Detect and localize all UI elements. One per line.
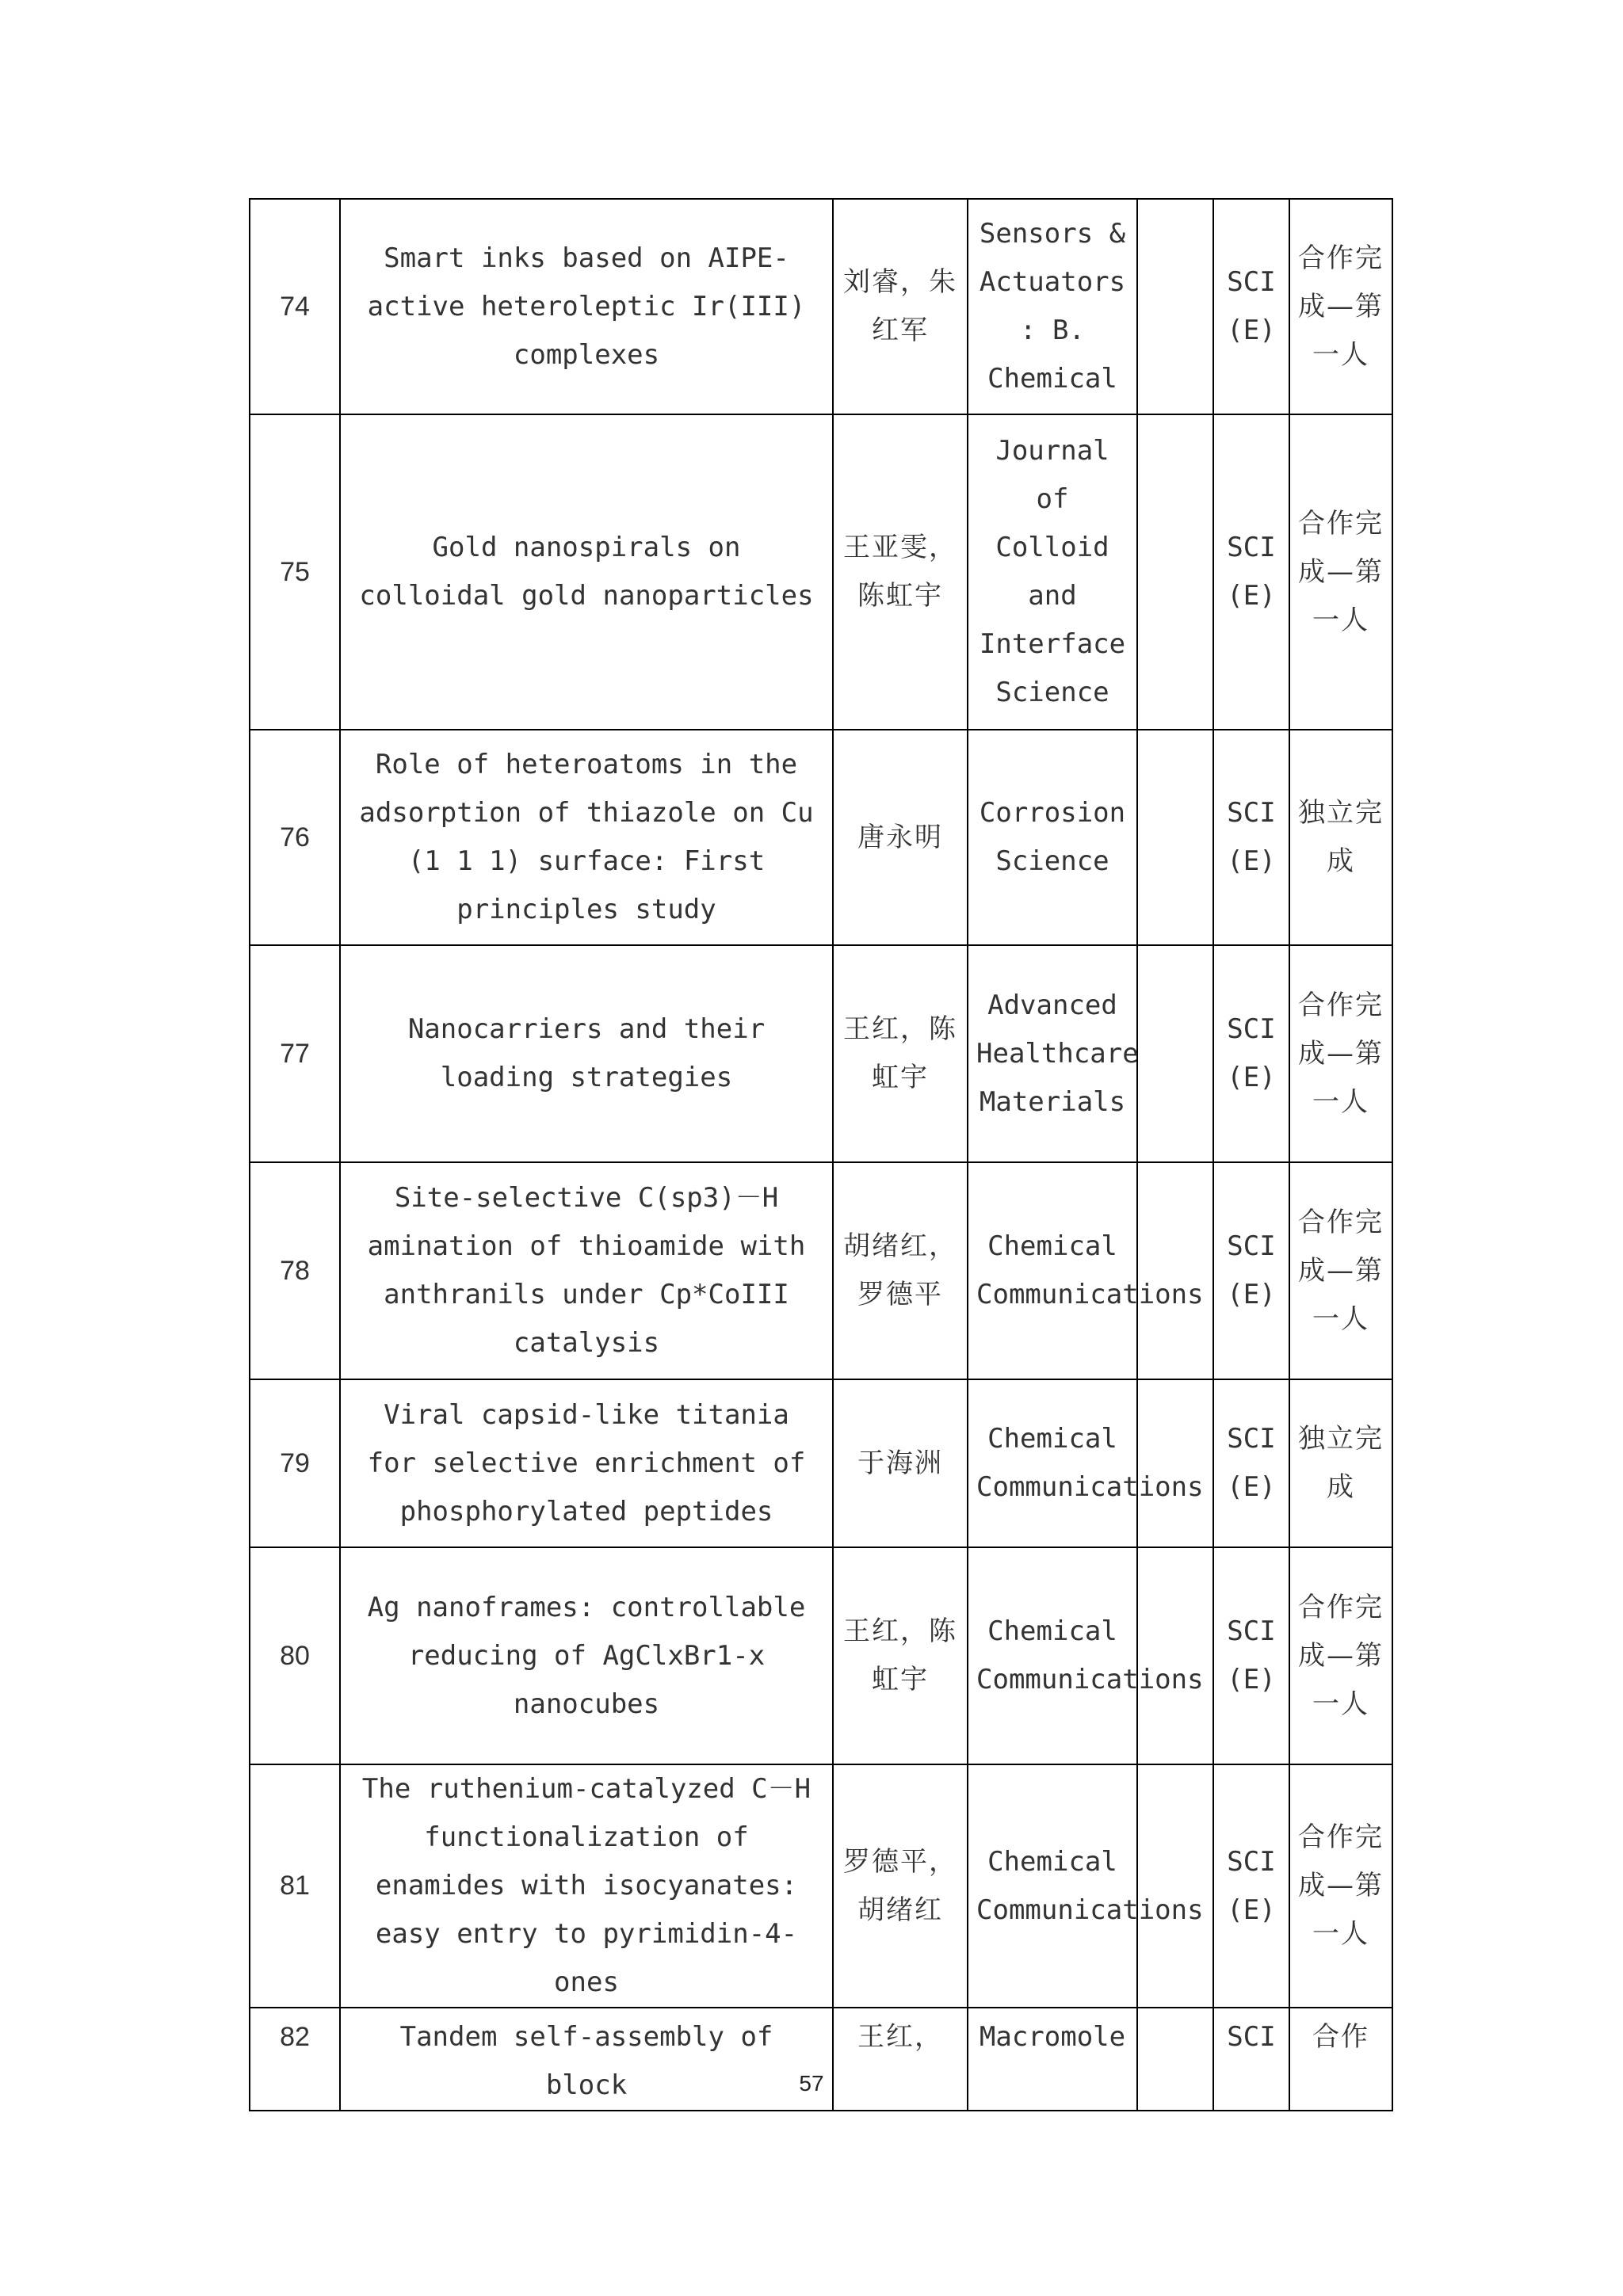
index-type: SCI (E) xyxy=(1213,730,1289,945)
authors: 胡绪红，罗德平 xyxy=(833,1162,968,1379)
index-type: SCI (E) xyxy=(1213,1379,1289,1547)
row-number: 76 xyxy=(250,730,340,945)
paper-title: Nanocarriers and their loading strategies xyxy=(340,945,833,1162)
completion-role: 独立完成 xyxy=(1289,1379,1392,1547)
journal-name: Chemical Communications xyxy=(968,1547,1137,1764)
row-number: 82 xyxy=(250,2008,340,2111)
authors: 王红，陈虹宇 xyxy=(833,945,968,1162)
journal-name: Macromole xyxy=(968,2008,1137,2111)
authors: 唐永明 xyxy=(833,730,968,945)
table-row xyxy=(250,945,1392,1162)
row-number: 78 xyxy=(250,1162,340,1379)
completion-role: 合作完成—第一人 xyxy=(1289,414,1392,730)
table-row xyxy=(250,1379,1392,1547)
completion-role: 合作完成—第一人 xyxy=(1289,945,1392,1162)
index-type: SCI (E) xyxy=(1213,199,1289,414)
table-row xyxy=(250,414,1392,730)
table-row xyxy=(250,1764,1392,2008)
paper-title: Smart inks based on AIPE-active heteroleptic Ir(III) complexes xyxy=(340,199,833,414)
authors: 于海洲 xyxy=(833,1379,968,1547)
journal-name: Journal of Colloid and Interface Science xyxy=(968,414,1137,730)
journal-name: Chemical Communications xyxy=(968,1379,1137,1547)
blank-cell xyxy=(1137,414,1213,730)
paper-title: Gold nanospirals on colloidal gold nanoparticles xyxy=(340,414,833,730)
index-type: SCI (E) xyxy=(1213,945,1289,1162)
paper-title: Tandem self-assembly of block xyxy=(340,2008,833,2111)
paper-title: Site-selective C(sp3)－H amination of thioamide with anthranils under Cp*CoIII catalysis xyxy=(340,1162,833,1379)
row-number: 80 xyxy=(250,1547,340,1764)
row-number: 74 xyxy=(250,199,340,414)
blank-cell xyxy=(1137,730,1213,945)
publication-table xyxy=(249,198,1393,2111)
authors: 王亚雯，陈虹宇 xyxy=(833,414,968,730)
completion-role: 合作 xyxy=(1289,2008,1392,2111)
index-type: SCI (E) xyxy=(1213,414,1289,730)
blank-cell xyxy=(1137,199,1213,414)
index-type: SCI (E) xyxy=(1213,1162,1289,1379)
row-number: 81 xyxy=(250,1764,340,2008)
index-type: SCI (E) xyxy=(1213,1547,1289,1764)
index-type: SCI xyxy=(1213,2008,1289,2111)
page-number: 57 xyxy=(799,2071,824,2096)
paper-title: Ag nanoframes: controllable reducing of AgClxBr1-x nanocubes xyxy=(340,1547,833,1764)
journal-name: Chemical Communications xyxy=(968,1162,1137,1379)
completion-role: 合作完成—第一人 xyxy=(1289,1547,1392,1764)
blank-cell xyxy=(1137,1162,1213,1379)
publication-table-container xyxy=(249,198,1392,2111)
table-row xyxy=(250,1162,1392,1379)
authors: 王红，陈虹宇 xyxy=(833,1547,968,1764)
index-type: SCI (E) xyxy=(1213,1764,1289,2008)
row-number: 77 xyxy=(250,945,340,1162)
journal-name: Corrosion Science xyxy=(968,730,1137,945)
completion-role: 合作完成—第一人 xyxy=(1289,199,1392,414)
blank-cell xyxy=(1137,945,1213,1162)
authors: 王红， xyxy=(833,2008,968,2111)
journal-name: Advanced Healthcare Materials xyxy=(968,945,1137,1162)
row-number: 79 xyxy=(250,1379,340,1547)
blank-cell xyxy=(1137,1764,1213,2008)
row-number: 75 xyxy=(250,414,340,730)
table-row xyxy=(250,199,1392,414)
blank-cell xyxy=(1137,1379,1213,1547)
authors: 罗德平，胡绪红 xyxy=(833,1764,968,2008)
journal-name: Chemical Communications xyxy=(968,1764,1137,2008)
completion-role: 合作完成—第一人 xyxy=(1289,1764,1392,2008)
completion-role: 独立完成 xyxy=(1289,730,1392,945)
paper-title: The ruthenium-catalyzed C－H functionalization of enamides with isocyanates: easy entry to pyrimidin-4-ones xyxy=(340,1764,833,2008)
blank-cell xyxy=(1137,1547,1213,1764)
paper-title: Viral capsid-like titania for selective enrichment of phosphorylated peptides xyxy=(340,1379,833,1547)
completion-role: 合作完成—第一人 xyxy=(1289,1162,1392,1379)
table-row xyxy=(250,1547,1392,1764)
journal-name: Sensors & Actuators : B. Chemical xyxy=(968,199,1137,414)
table-row xyxy=(250,730,1392,945)
authors: 刘睿，朱红军 xyxy=(833,199,968,414)
paper-title: Role of heteroatoms in the adsorption of thiazole on Cu (1 1 1) surface: First principles study xyxy=(340,730,833,945)
